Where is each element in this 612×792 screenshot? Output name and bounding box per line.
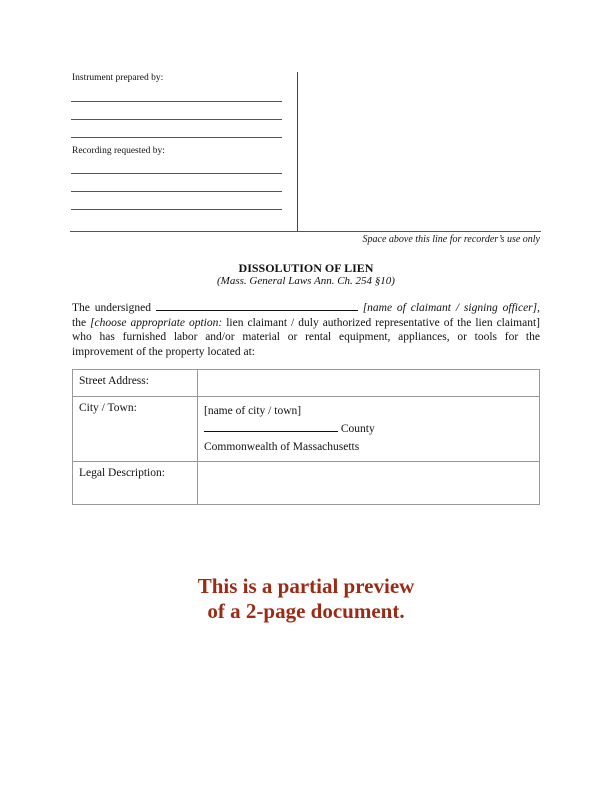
recording-requested-by-line-2[interactable] xyxy=(71,191,282,192)
instrument-prepared-by-line-1[interactable] xyxy=(71,101,282,102)
recording-requested-by-line-1[interactable] xyxy=(71,173,282,174)
preview-line-2: of a 2-page document. xyxy=(207,599,405,623)
county-line xyxy=(204,420,533,438)
partial-preview-notice xyxy=(0,574,612,624)
claimant-name-hint: [name of claimant / signing officer] xyxy=(362,302,538,314)
property-table xyxy=(72,369,540,505)
city-town-value[interactable] xyxy=(198,397,540,462)
recorder-area-bottom-line xyxy=(70,231,541,232)
recording-requested-by-label: Recording requested by: xyxy=(72,146,165,156)
legal-description-value[interactable] xyxy=(198,462,540,505)
legal-description-label: Legal Description: xyxy=(73,462,198,505)
para-text-1: The undersigned xyxy=(72,302,156,314)
street-address-value[interactable] xyxy=(198,370,540,397)
city-town-label: City / Town: xyxy=(73,397,198,462)
table-row-legal xyxy=(73,462,540,505)
county-blank[interactable] xyxy=(204,421,338,432)
option-hint: [choose appropriate option: xyxy=(90,316,223,329)
county-suffix: County xyxy=(338,423,375,435)
preview-line-1: This is a partial preview xyxy=(197,574,415,598)
table-row-street xyxy=(73,370,540,397)
intro-paragraph xyxy=(72,300,540,359)
street-address-label: Street Address: xyxy=(73,370,198,397)
instrument-prepared-by-line-3[interactable] xyxy=(71,137,282,138)
commonwealth-text: Commonwealth of Massachusetts xyxy=(204,441,360,453)
para-text-2: , the xyxy=(72,302,540,329)
document-subtitle: (Mass. General Laws Ann. Ch. 254 §10) xyxy=(217,275,395,287)
recorder-note: Space above this line for recorder’s use only xyxy=(362,234,540,245)
para-text-3: lien claimant / duly authorized representative of the lien claimant] who has furnished labor and/or material or rental equipment, appliances, or tools for the improvement of the property located at: xyxy=(72,316,541,358)
instrument-prepared-by-label: Instrument prepared by: xyxy=(72,73,164,83)
city-name-placeholder: [name of city / town] xyxy=(204,405,302,417)
recorder-area-divider xyxy=(297,72,298,231)
claimant-name-blank[interactable] xyxy=(156,300,358,311)
document-title: DISSOLUTION OF LIEN xyxy=(238,261,374,275)
instrument-prepared-by-line-2[interactable] xyxy=(71,119,282,120)
recording-requested-by-line-3[interactable] xyxy=(71,209,282,210)
table-row-city xyxy=(73,397,540,462)
